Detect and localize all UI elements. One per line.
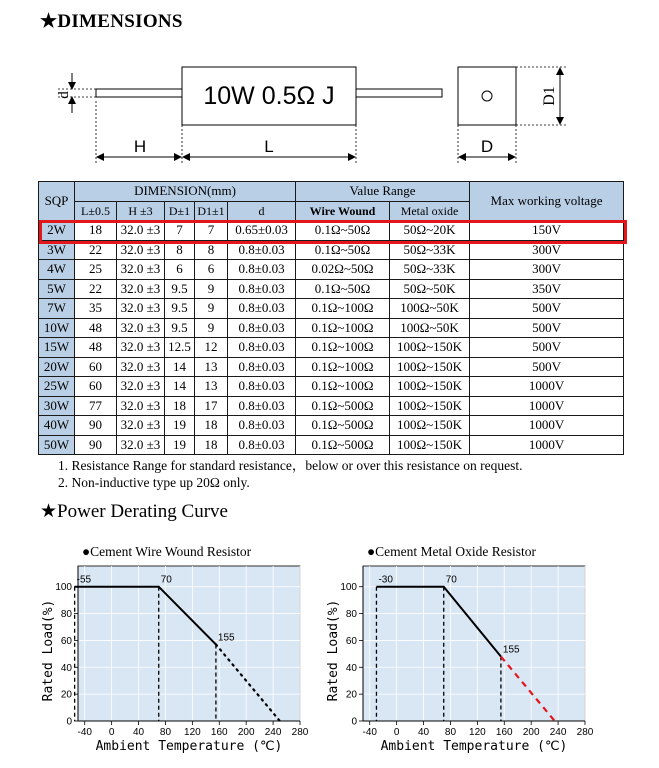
table-row <box>39 318 624 338</box>
table-cell: 35 <box>75 299 117 319</box>
header-max-voltage: Max working voltage <box>470 182 624 221</box>
row-sqp-cell: 25W <box>39 377 75 397</box>
y-tick-label: 0 <box>66 716 72 728</box>
table-cell: 0.8±0.03 <box>228 338 296 358</box>
table-cell: 60 <box>75 357 117 377</box>
table-cell: 7 <box>165 221 195 241</box>
table-cell: 9.5 <box>165 299 195 319</box>
row-sqp-cell: 40W <box>39 416 75 436</box>
H-label: H <box>133 137 147 156</box>
x-tick-label: 280 <box>576 727 594 738</box>
table-row <box>39 338 624 358</box>
table-cell: 14 <box>165 357 195 377</box>
x-axis-label: Ambient Temperature (℃) <box>380 739 568 754</box>
table-cell: 300V <box>470 240 624 260</box>
table-cell: 500V <box>470 338 624 358</box>
table-cell: 0.8±0.03 <box>228 318 296 338</box>
table-cell: 19 <box>165 416 195 436</box>
table-cell: 50Ω~20K <box>390 221 470 241</box>
x-tick-label: 120 <box>184 727 201 738</box>
x-tick-label: 40 <box>417 727 430 738</box>
table-cell: 0.8±0.03 <box>228 260 296 280</box>
table-cell: 32.0 ±3 <box>117 396 165 416</box>
x-tick-label: 40 <box>132 727 145 738</box>
table-cell: 19 <box>165 435 195 455</box>
x-tick-label: 80 <box>444 727 457 738</box>
y-tick-label: 80 <box>60 609 72 621</box>
resistor-body-label: 10W 0.5Ω J <box>203 82 335 110</box>
table-cell: 7 <box>195 221 228 241</box>
table-cell: 32.0 ±3 <box>117 435 165 455</box>
x-tick-label: 0 <box>108 727 115 738</box>
table-cell: 1000V <box>470 377 624 397</box>
annotation-label: -30 <box>378 574 393 586</box>
table-cell: 0.65±0.03 <box>228 221 296 241</box>
table-cell: 0.8±0.03 <box>228 357 296 377</box>
header-sqp: SQP <box>39 182 75 221</box>
table-cell: 0.8±0.03 <box>228 435 296 455</box>
row-sqp-cell: 50W <box>39 435 75 455</box>
y-tick-label: 100 <box>340 582 357 594</box>
row-sqp-cell: 10W <box>39 318 75 338</box>
table-cell: 13 <box>195 377 228 397</box>
subheader-metal-oxide: Metal oxide <box>390 201 470 221</box>
y-axis-label: Rated Load(%) <box>326 599 341 702</box>
row-sqp-cell: 4W <box>39 260 75 280</box>
table-cell: 0.1Ω~50Ω <box>296 221 390 241</box>
L-label: L <box>264 137 274 156</box>
note-2: 2. Non-inductive type up 20Ω only. <box>58 475 250 490</box>
x-tick-label: 120 <box>469 727 486 738</box>
table-cell: 0.1Ω~100Ω <box>296 318 390 338</box>
x-tick-label: 200 <box>522 727 540 738</box>
table-cell: 17 <box>195 396 228 416</box>
table-cell: 6 <box>165 260 195 280</box>
table-header-row <box>39 182 624 202</box>
table-cell: 500V <box>470 357 624 377</box>
table-cell: 8 <box>165 240 195 260</box>
x-tick-label: 160 <box>495 727 513 738</box>
spec-table <box>38 181 624 455</box>
table-cell: 18 <box>195 416 228 436</box>
table-cell: 50Ω~50K <box>390 279 470 299</box>
table-cell: 0.8±0.03 <box>228 279 296 299</box>
table-cell: 100Ω~150K <box>390 416 470 436</box>
table-cell: 9 <box>195 299 228 319</box>
table-cell: 22 <box>75 279 117 299</box>
x-tick-label: 80 <box>159 727 172 738</box>
table-cell: 90 <box>75 416 117 436</box>
table-cell: 500V <box>470 299 624 319</box>
y-tick-label: 20 <box>345 689 357 701</box>
table-cell: 12 <box>195 338 228 358</box>
y-tick-label: 40 <box>60 662 72 674</box>
table-cell: 0.1Ω~100Ω <box>296 338 390 358</box>
y-tick-label: 20 <box>60 689 72 701</box>
table-cell: 50Ω~33K <box>390 240 470 260</box>
table-cell: 77 <box>75 396 117 416</box>
table-cell: 0.8±0.03 <box>228 396 296 416</box>
dimensions-heading: ★DIMENSIONS <box>40 11 183 32</box>
y-tick-label: 80 <box>345 609 357 621</box>
table-cell: 18 <box>165 396 195 416</box>
table-cell: 25 <box>75 260 117 280</box>
row-sqp-cell: 2W <box>39 221 75 241</box>
y-tick-label: 0 <box>351 716 357 728</box>
table-row <box>39 357 624 377</box>
row-sqp-cell: 15W <box>39 338 75 358</box>
row-sqp-cell: 3W <box>39 240 75 260</box>
table-cell: 12.5 <box>165 338 195 358</box>
x-tick-label: 240 <box>264 727 282 738</box>
d-label: d <box>56 91 72 99</box>
subheader-H: H ±3 <box>117 201 165 221</box>
table-cell: 150V <box>470 221 624 241</box>
spec-table-container <box>38 181 623 455</box>
table-cell: 9 <box>195 279 228 299</box>
table-cell: 300V <box>470 260 624 280</box>
table-cell: 48 <box>75 338 117 358</box>
table-cell: 13 <box>195 357 228 377</box>
derating-heading: ★Power Derating Curve <box>40 501 228 522</box>
dimension-drawing <box>0 45 659 175</box>
table-cell: 32.0 ±3 <box>117 221 165 241</box>
table-cell: 32.0 ±3 <box>117 279 165 299</box>
table-row <box>39 240 624 260</box>
table-cell: 0.1Ω~100Ω <box>296 377 390 397</box>
x-tick-label: -40 <box>77 727 92 738</box>
header-value-range: Value Range <box>296 182 470 202</box>
table-cell: 1000V <box>470 416 624 436</box>
chart-title: ●Cement Metal Oxide Resistor <box>367 544 537 559</box>
table-cell: 100Ω~150K <box>390 435 470 455</box>
table-cell: 50Ω~33K <box>390 260 470 280</box>
x-axis-label: Ambient Temperature (℃) <box>95 739 283 754</box>
table-row <box>39 299 624 319</box>
table-cell: 0.02Ω~50Ω <box>296 260 390 280</box>
table-cell: 90 <box>75 435 117 455</box>
table-cell: 0.1Ω~500Ω <box>296 435 390 455</box>
table-cell: 48 <box>75 318 117 338</box>
annotation-label: -55 <box>76 574 92 586</box>
table-cell: 9 <box>195 318 228 338</box>
y-tick-label: 60 <box>345 635 357 647</box>
table-cell: 350V <box>470 279 624 299</box>
table-row <box>39 396 624 416</box>
table-row <box>39 377 624 397</box>
table-cell: 1000V <box>470 396 624 416</box>
table-cell: 100Ω~50K <box>390 299 470 319</box>
y-axis-label: Rated Load(%) <box>41 599 56 702</box>
note-1: 1. Resistance Range for standard resistance，below or over this resistance on request. <box>58 458 523 473</box>
row-sqp-cell: 5W <box>39 279 75 299</box>
notes <box>58 457 522 491</box>
x-tick-label: 160 <box>210 727 228 738</box>
table-row <box>39 279 624 299</box>
table-cell: 32.0 ±3 <box>117 377 165 397</box>
x-tick-label: 280 <box>291 727 309 738</box>
row-sqp-cell: 30W <box>39 396 75 416</box>
table-cell: 100Ω~150K <box>390 338 470 358</box>
table-cell: 32.0 ±3 <box>117 260 165 280</box>
table-cell: 32.0 ±3 <box>117 338 165 358</box>
table-cell: 0.1Ω~50Ω <box>296 240 390 260</box>
header-dimension: DIMENSION(mm) <box>75 182 296 202</box>
table-cell: 0.1Ω~500Ω <box>296 416 390 436</box>
table-cell: 0.8±0.03 <box>228 377 296 397</box>
annotation-label: 70 <box>160 574 172 586</box>
table-cell: 32.0 ±3 <box>117 357 165 377</box>
x-tick-label: 240 <box>549 727 567 738</box>
table-cell: 6 <box>195 260 228 280</box>
x-tick-label: 200 <box>237 727 255 738</box>
chart-title: ●Cement Wire Wound Resistor <box>82 544 252 559</box>
table-row <box>39 416 624 436</box>
y-tick-label: 60 <box>60 635 72 647</box>
table-cell: 18 <box>195 435 228 455</box>
table-cell: 0.1Ω~100Ω <box>296 357 390 377</box>
table-cell: 100Ω~150K <box>390 396 470 416</box>
subheader-D: D±1 <box>165 201 195 221</box>
x-tick-label: -40 <box>362 727 377 738</box>
annotation-label: 70 <box>445 574 457 586</box>
table-cell: 32.0 ±3 <box>117 318 165 338</box>
D-label: D <box>480 137 494 156</box>
table-cell: 32.0 ±3 <box>117 299 165 319</box>
table-row <box>39 221 624 241</box>
subheader-L: L±0.5 <box>75 201 117 221</box>
x-tick-label: 0 <box>393 727 400 738</box>
annotation-label: 155 <box>217 632 235 644</box>
table-cell: 0.1Ω~500Ω <box>296 396 390 416</box>
table-cell: 32.0 ±3 <box>117 416 165 436</box>
table-cell: 0.8±0.03 <box>228 416 296 436</box>
table-cell: 9.5 <box>165 318 195 338</box>
annotation-label: 155 <box>502 644 520 656</box>
subheader-wire-wound: Wire Wound <box>296 201 390 221</box>
chart-metal-oxide <box>315 540 615 768</box>
table-cell: 8 <box>195 240 228 260</box>
table-cell: 0.8±0.03 <box>228 299 296 319</box>
table-cell: 18 <box>75 221 117 241</box>
y-tick-label: 40 <box>345 662 357 674</box>
table-cell: 100Ω~150K <box>390 357 470 377</box>
chart-wire-wound <box>30 540 330 768</box>
row-sqp-cell: 7W <box>39 299 75 319</box>
table-cell: 0.8±0.03 <box>228 240 296 260</box>
subheader-d: d <box>228 201 296 221</box>
table-cell: 500V <box>470 318 624 338</box>
table-cell: 9.5 <box>165 279 195 299</box>
row-sqp-cell: 20W <box>39 357 75 377</box>
table-row <box>39 260 624 280</box>
table-cell: 32.0 ±3 <box>117 240 165 260</box>
table-cell: 100Ω~150K <box>390 377 470 397</box>
y-tick-label: 100 <box>55 582 72 594</box>
table-cell: 1000V <box>470 435 624 455</box>
table-cell: 0.1Ω~50Ω <box>296 279 390 299</box>
table-cell: 60 <box>75 377 117 397</box>
table-row <box>39 435 624 455</box>
table-cell: 22 <box>75 240 117 260</box>
subheader-D1: D1±1 <box>195 201 228 221</box>
table-body <box>39 221 624 455</box>
table-cell: 100Ω~50K <box>390 318 470 338</box>
table-cell: 14 <box>165 377 195 397</box>
D1-label: D1 <box>541 86 558 106</box>
table-cell: 0.1Ω~100Ω <box>296 299 390 319</box>
